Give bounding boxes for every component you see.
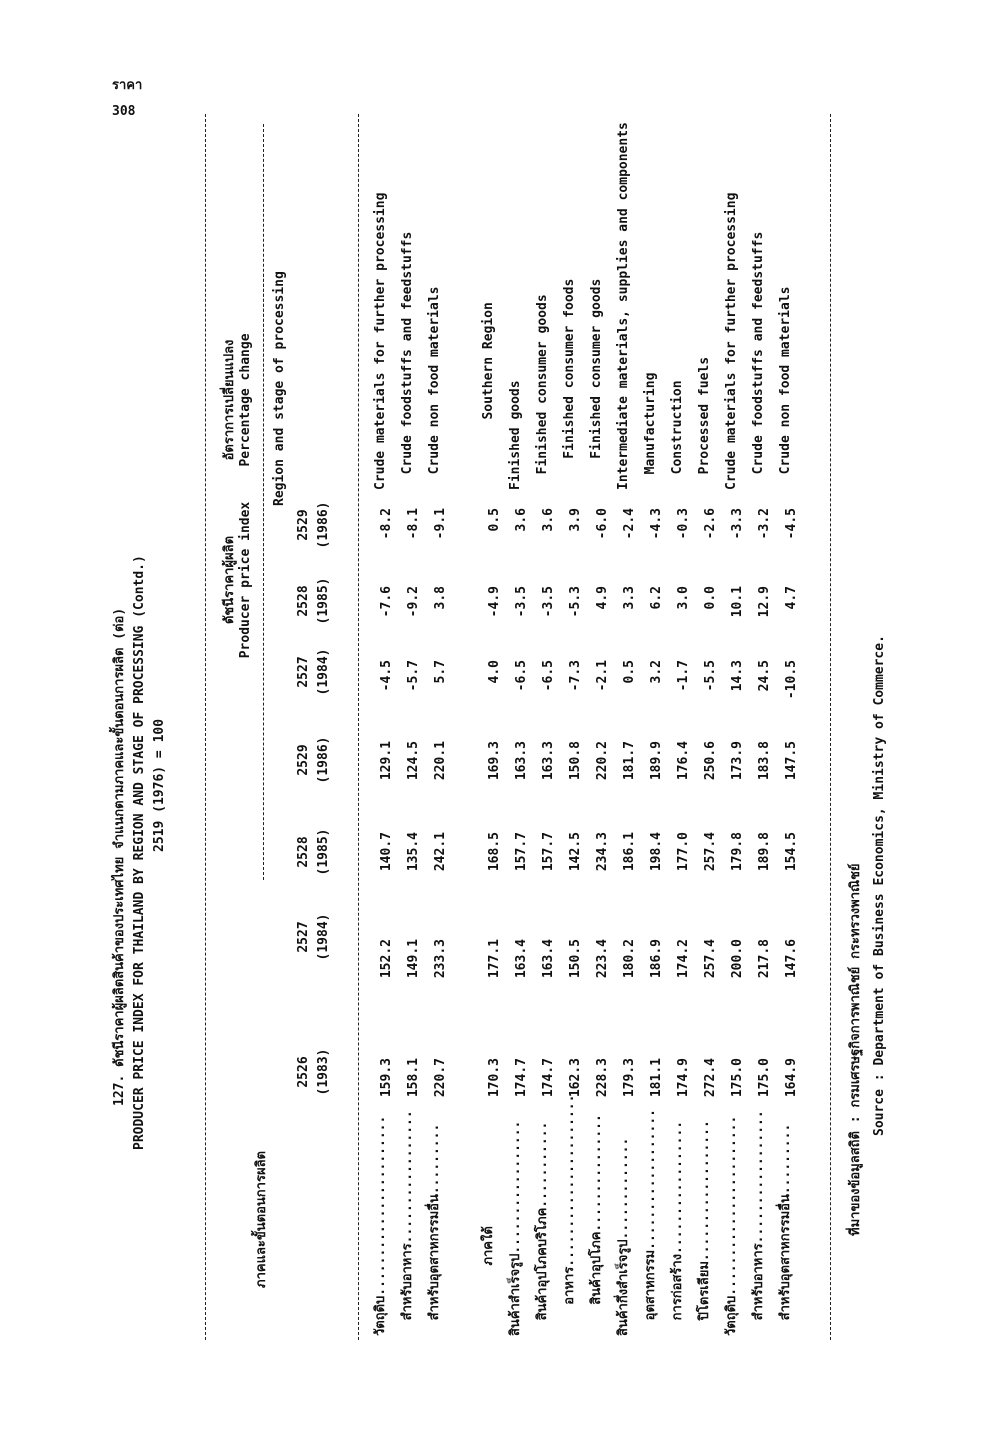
col-ppi-1983 xyxy=(373,1058,805,1118)
value-cell: -10.5 xyxy=(784,660,799,700)
value-cell: 4.9 xyxy=(595,586,610,610)
page-section-label: ราคา xyxy=(112,78,143,93)
value-cell: 173.9 xyxy=(730,741,745,781)
value-cell: 12.9 xyxy=(757,586,772,618)
value-cell: 186.9 xyxy=(649,939,664,979)
value-cell: 174.7 xyxy=(514,1058,529,1098)
value-cell: 3.6 xyxy=(541,508,556,532)
value-cell: 0.5 xyxy=(622,660,637,684)
row-label-english: Finished consumer goods xyxy=(535,294,550,490)
row-label-english: Crude materials for further processing xyxy=(373,192,388,490)
value-cell: -8.1 xyxy=(406,508,421,540)
bottom-rule xyxy=(830,114,831,1340)
value-cell: 168.5 xyxy=(487,832,502,872)
value-cell: -3.5 xyxy=(514,586,529,618)
value-cell: 220.1 xyxy=(433,741,448,781)
value-cell: 4.0 xyxy=(487,660,502,684)
value-cell: -7.3 xyxy=(568,660,583,692)
value-cell: 154.5 xyxy=(784,832,799,872)
value-cell: 179.3 xyxy=(622,1058,637,1098)
value-cell: -8.2 xyxy=(379,508,394,540)
value-cell: 157.7 xyxy=(514,832,529,872)
value-cell: 242.1 xyxy=(433,832,448,872)
value-cell: 163.4 xyxy=(514,939,529,979)
col-pct-1984 xyxy=(373,660,805,718)
value-cell: 159.3 xyxy=(379,1058,394,1098)
value-cell: 169.3 xyxy=(487,741,502,781)
row-label-english: Intermediate materials, supplies and components xyxy=(616,122,631,490)
value-cell: -3.3 xyxy=(730,508,745,540)
value-cell xyxy=(454,832,481,892)
pct-year-1984: 2527 xyxy=(296,656,311,688)
row-labels-english xyxy=(373,122,805,490)
value-cell: 3.3 xyxy=(622,586,637,610)
value-cell: 176.4 xyxy=(676,741,691,781)
row-label-thai: สำหรับอาหาร................. xyxy=(751,1110,766,1336)
value-cell: -2.6 xyxy=(703,508,718,540)
value-cell: 147.6 xyxy=(784,939,799,979)
pct-year-1985: 2528 xyxy=(296,585,311,617)
ppi-year-1985-greg: (1985) xyxy=(316,828,331,876)
value-cell: 129.1 xyxy=(379,741,394,781)
left-column-header: ภาคและขั้นตอนการผลิต xyxy=(254,1151,269,1288)
value-cell: 163.3 xyxy=(541,741,556,781)
pct-year-1985-greg: (1985) xyxy=(316,577,331,625)
value-cell: 217.8 xyxy=(757,939,772,979)
value-cell: 0.0 xyxy=(703,586,718,610)
value-cell: 152.2 xyxy=(379,939,394,979)
ppi-year-1985: 2528 xyxy=(296,836,311,868)
value-cell: 200.0 xyxy=(730,939,745,979)
ppi-year-1986: 2529 xyxy=(296,744,311,776)
row-label-english: Crude foodstuffs and feedstuffs xyxy=(400,231,415,490)
value-cell: 175.0 xyxy=(730,1058,745,1098)
value-cell: 6.2 xyxy=(649,586,664,610)
value-cell: 233.3 xyxy=(433,939,448,979)
right-column-header: Region and stage of processing xyxy=(272,271,287,506)
row-label-english: Processed fuels xyxy=(697,356,712,490)
value-cell: 177.1 xyxy=(487,939,502,979)
table-title-english: PRODUCER PRICE INDEX FOR THAILAND BY REGION AND STAGE OF PROCESSING (Contd.) xyxy=(132,555,147,1150)
value-cell: 257.4 xyxy=(703,832,718,872)
value-cell: 163.3 xyxy=(514,741,529,781)
row-label-thai: การก่อสร้าง................. xyxy=(670,1120,685,1336)
value-cell: 164.9 xyxy=(784,1058,799,1098)
pct-year-1986-greg: (1986) xyxy=(316,501,331,549)
value-cell: -6.5 xyxy=(514,660,529,692)
value-cell xyxy=(454,1058,481,1118)
row-label-thai: สินค้าอุปโภคบริโภค........... xyxy=(535,1121,550,1336)
top-rule xyxy=(205,114,206,1340)
value-cell: 3.0 xyxy=(676,586,691,610)
value-cell: -3.2 xyxy=(757,508,772,540)
value-cell: 124.5 xyxy=(406,741,421,781)
value-cell: -5.7 xyxy=(406,660,421,692)
value-cell: 0.5 xyxy=(487,508,502,532)
row-label-thai: อาหาร...................... xyxy=(562,1094,577,1336)
row-label-thai: สำหรับอุตสาหกรรมอื่น......... xyxy=(427,1123,442,1336)
value-cell: -3.5 xyxy=(541,586,556,618)
value-cell: -2.1 xyxy=(595,660,610,692)
page-number: 308 xyxy=(112,104,136,119)
value-cell: 234.3 xyxy=(595,832,610,872)
value-cell: 158.1 xyxy=(406,1058,421,1098)
value-cell xyxy=(454,741,481,801)
row-label-english xyxy=(454,122,481,490)
row-label-english: Southern Region xyxy=(481,302,496,490)
value-cell: -2.4 xyxy=(622,508,637,540)
value-cell: 3.9 xyxy=(568,508,583,532)
row-label-english: Crude non food materials xyxy=(778,286,793,490)
row-label-thai: สินค้าอุปโภค............... xyxy=(589,1114,604,1336)
row-label-english: Construction xyxy=(670,380,685,490)
value-cell: -4.3 xyxy=(649,508,664,540)
col-ppi-1986 xyxy=(373,741,805,801)
col-pct-1986 xyxy=(373,508,805,566)
value-cell: -4.9 xyxy=(487,586,502,618)
value-cell: -6.0 xyxy=(595,508,610,540)
value-cell: 189.8 xyxy=(757,832,772,872)
value-cell: 150.5 xyxy=(568,939,583,979)
value-cell: 189.9 xyxy=(649,741,664,781)
value-cell: 174.9 xyxy=(676,1058,691,1098)
row-label-thai xyxy=(454,1095,481,1336)
value-cell: 10.1 xyxy=(730,586,745,618)
table-base-year: 2519 (1976) = 100 xyxy=(152,718,167,852)
ppi-year-1984: 2527 xyxy=(296,921,311,953)
row-label-thai: วัตถุดิบ....................... xyxy=(724,1115,739,1336)
row-label-english: Finished consumer foods xyxy=(562,278,577,490)
value-cell: 180.2 xyxy=(622,939,637,979)
value-cell: -9.2 xyxy=(406,586,421,618)
value-cell: 179.8 xyxy=(730,832,745,872)
value-cell xyxy=(454,939,481,999)
value-cell: 149.1 xyxy=(406,939,421,979)
value-cell xyxy=(454,586,481,644)
value-cell: 220.2 xyxy=(595,741,610,781)
value-cell: 3.6 xyxy=(514,508,529,532)
col-pct-1985 xyxy=(373,586,805,644)
ppi-year-1986-greg: (1986) xyxy=(316,736,331,784)
row-label-thai: ภาคใต้ xyxy=(481,1226,496,1336)
value-cell: 175.0 xyxy=(757,1058,772,1098)
ppi-year-1984-greg: (1984) xyxy=(316,913,331,961)
value-cell: 181.1 xyxy=(649,1058,664,1098)
value-cell: -5.3 xyxy=(568,586,583,618)
value-cell: -7.6 xyxy=(379,586,394,618)
pct-year-1986: 2529 xyxy=(296,509,311,541)
value-cell: -5.5 xyxy=(703,660,718,692)
value-cell: 174.7 xyxy=(541,1058,556,1098)
source-english: Source : Department of Business Economics, Ministry of Commerce. xyxy=(872,635,887,1136)
value-cell xyxy=(454,660,481,718)
value-cell: 250.6 xyxy=(703,741,718,781)
value-cell: 223.4 xyxy=(595,939,610,979)
ppi-header-english: Producer price index xyxy=(238,501,253,659)
row-label-thai: ปิโตรเลียม.................. xyxy=(697,1120,712,1336)
pct-year-1984-greg: (1984) xyxy=(316,648,331,696)
row-label-english: Crude materials for further processing xyxy=(724,192,739,490)
value-cell: 147.5 xyxy=(784,741,799,781)
value-cell: -1.7 xyxy=(676,660,691,692)
col-ppi-1985 xyxy=(373,832,805,892)
value-cell: -9.1 xyxy=(433,508,448,540)
pct-header-thai: อัตราการเปลี่ยนแปลง xyxy=(222,339,237,461)
value-cell: 228.3 xyxy=(595,1058,610,1098)
row-label-thai: สำหรับอุตสาหกรรมอื่น......... xyxy=(778,1123,793,1336)
value-cell: 3.8 xyxy=(433,586,448,610)
source-thai: ที่มาของข้อมูลสถิติ : กรมเศรษฐกิจการพาณิชย์ กระทรวงพาณิชย์ xyxy=(848,863,863,1236)
row-label-english: Finished consumer goods xyxy=(589,278,604,490)
row-label-thai: อุตสาหกรรม.................. xyxy=(643,1109,658,1336)
value-cell: 4.7 xyxy=(784,586,799,610)
row-label-thai: สำหรับอาหาร................. xyxy=(400,1110,415,1336)
row-label-english: Crude non food materials xyxy=(427,286,442,490)
value-cell: 24.5 xyxy=(757,660,772,692)
row-label-thai: สินค้ากึ่งสำเร็จรูป............. xyxy=(616,1137,631,1336)
ppi-year-1983-greg: (1983) xyxy=(316,1048,331,1096)
row-labels-thai xyxy=(373,1095,805,1336)
value-cell: 174.2 xyxy=(676,939,691,979)
value-cell xyxy=(454,508,481,566)
value-cell: 162.3 xyxy=(568,1058,583,1098)
col-ppi-1984 xyxy=(373,939,805,999)
value-cell: -4.5 xyxy=(379,660,394,692)
value-cell: 186.1 xyxy=(622,832,637,872)
value-cell: 5.7 xyxy=(433,660,448,684)
value-cell: 181.7 xyxy=(622,741,637,781)
row-label-english: Manufacturing xyxy=(643,372,658,490)
value-cell: 3.2 xyxy=(649,660,664,684)
value-cell: 14.3 xyxy=(730,660,745,692)
value-cell: 170.3 xyxy=(487,1058,502,1098)
pct-header-english: Percentage change xyxy=(238,333,253,467)
value-cell: 272.4 xyxy=(703,1058,718,1098)
value-cell: 257.4 xyxy=(703,939,718,979)
value-cell: 220.7 xyxy=(433,1058,448,1098)
pct-group-rule xyxy=(263,124,264,596)
header-bottom-rule xyxy=(358,114,359,1340)
value-cell: 198.4 xyxy=(649,832,664,872)
value-cell: 150.8 xyxy=(568,741,583,781)
ppi-year-1983: 2526 xyxy=(296,1056,311,1088)
value-cell: 135.4 xyxy=(406,832,421,872)
row-label-english: Crude foodstuffs and feedstuffs xyxy=(751,231,766,490)
value-cell: 140.7 xyxy=(379,832,394,872)
row-label-english: Finished goods xyxy=(508,380,523,490)
value-cell: 157.7 xyxy=(541,832,556,872)
row-label-thai: วัตถุดิบ....................... xyxy=(373,1115,388,1336)
value-cell: -0.3 xyxy=(676,508,691,540)
ppi-header-thai: ดัชนีราคาผู้ผลิต xyxy=(222,535,237,625)
value-cell: -4.5 xyxy=(784,508,799,540)
table-title-thai: 127. ดัชนีราคาผู้ผลิตสินค้าของประเทศไทย จำแนกตามภาคและขั้นตอนการผลิต (ต่อ) xyxy=(112,607,127,1106)
value-cell: -6.5 xyxy=(541,660,556,692)
value-cell: 142.5 xyxy=(568,832,583,872)
value-cell: 177.0 xyxy=(676,832,691,872)
value-cell: 163.4 xyxy=(541,939,556,979)
value-cell: 183.8 xyxy=(757,741,772,781)
row-label-thai: สินค้าสำเร็จรูป................. xyxy=(508,1120,523,1336)
